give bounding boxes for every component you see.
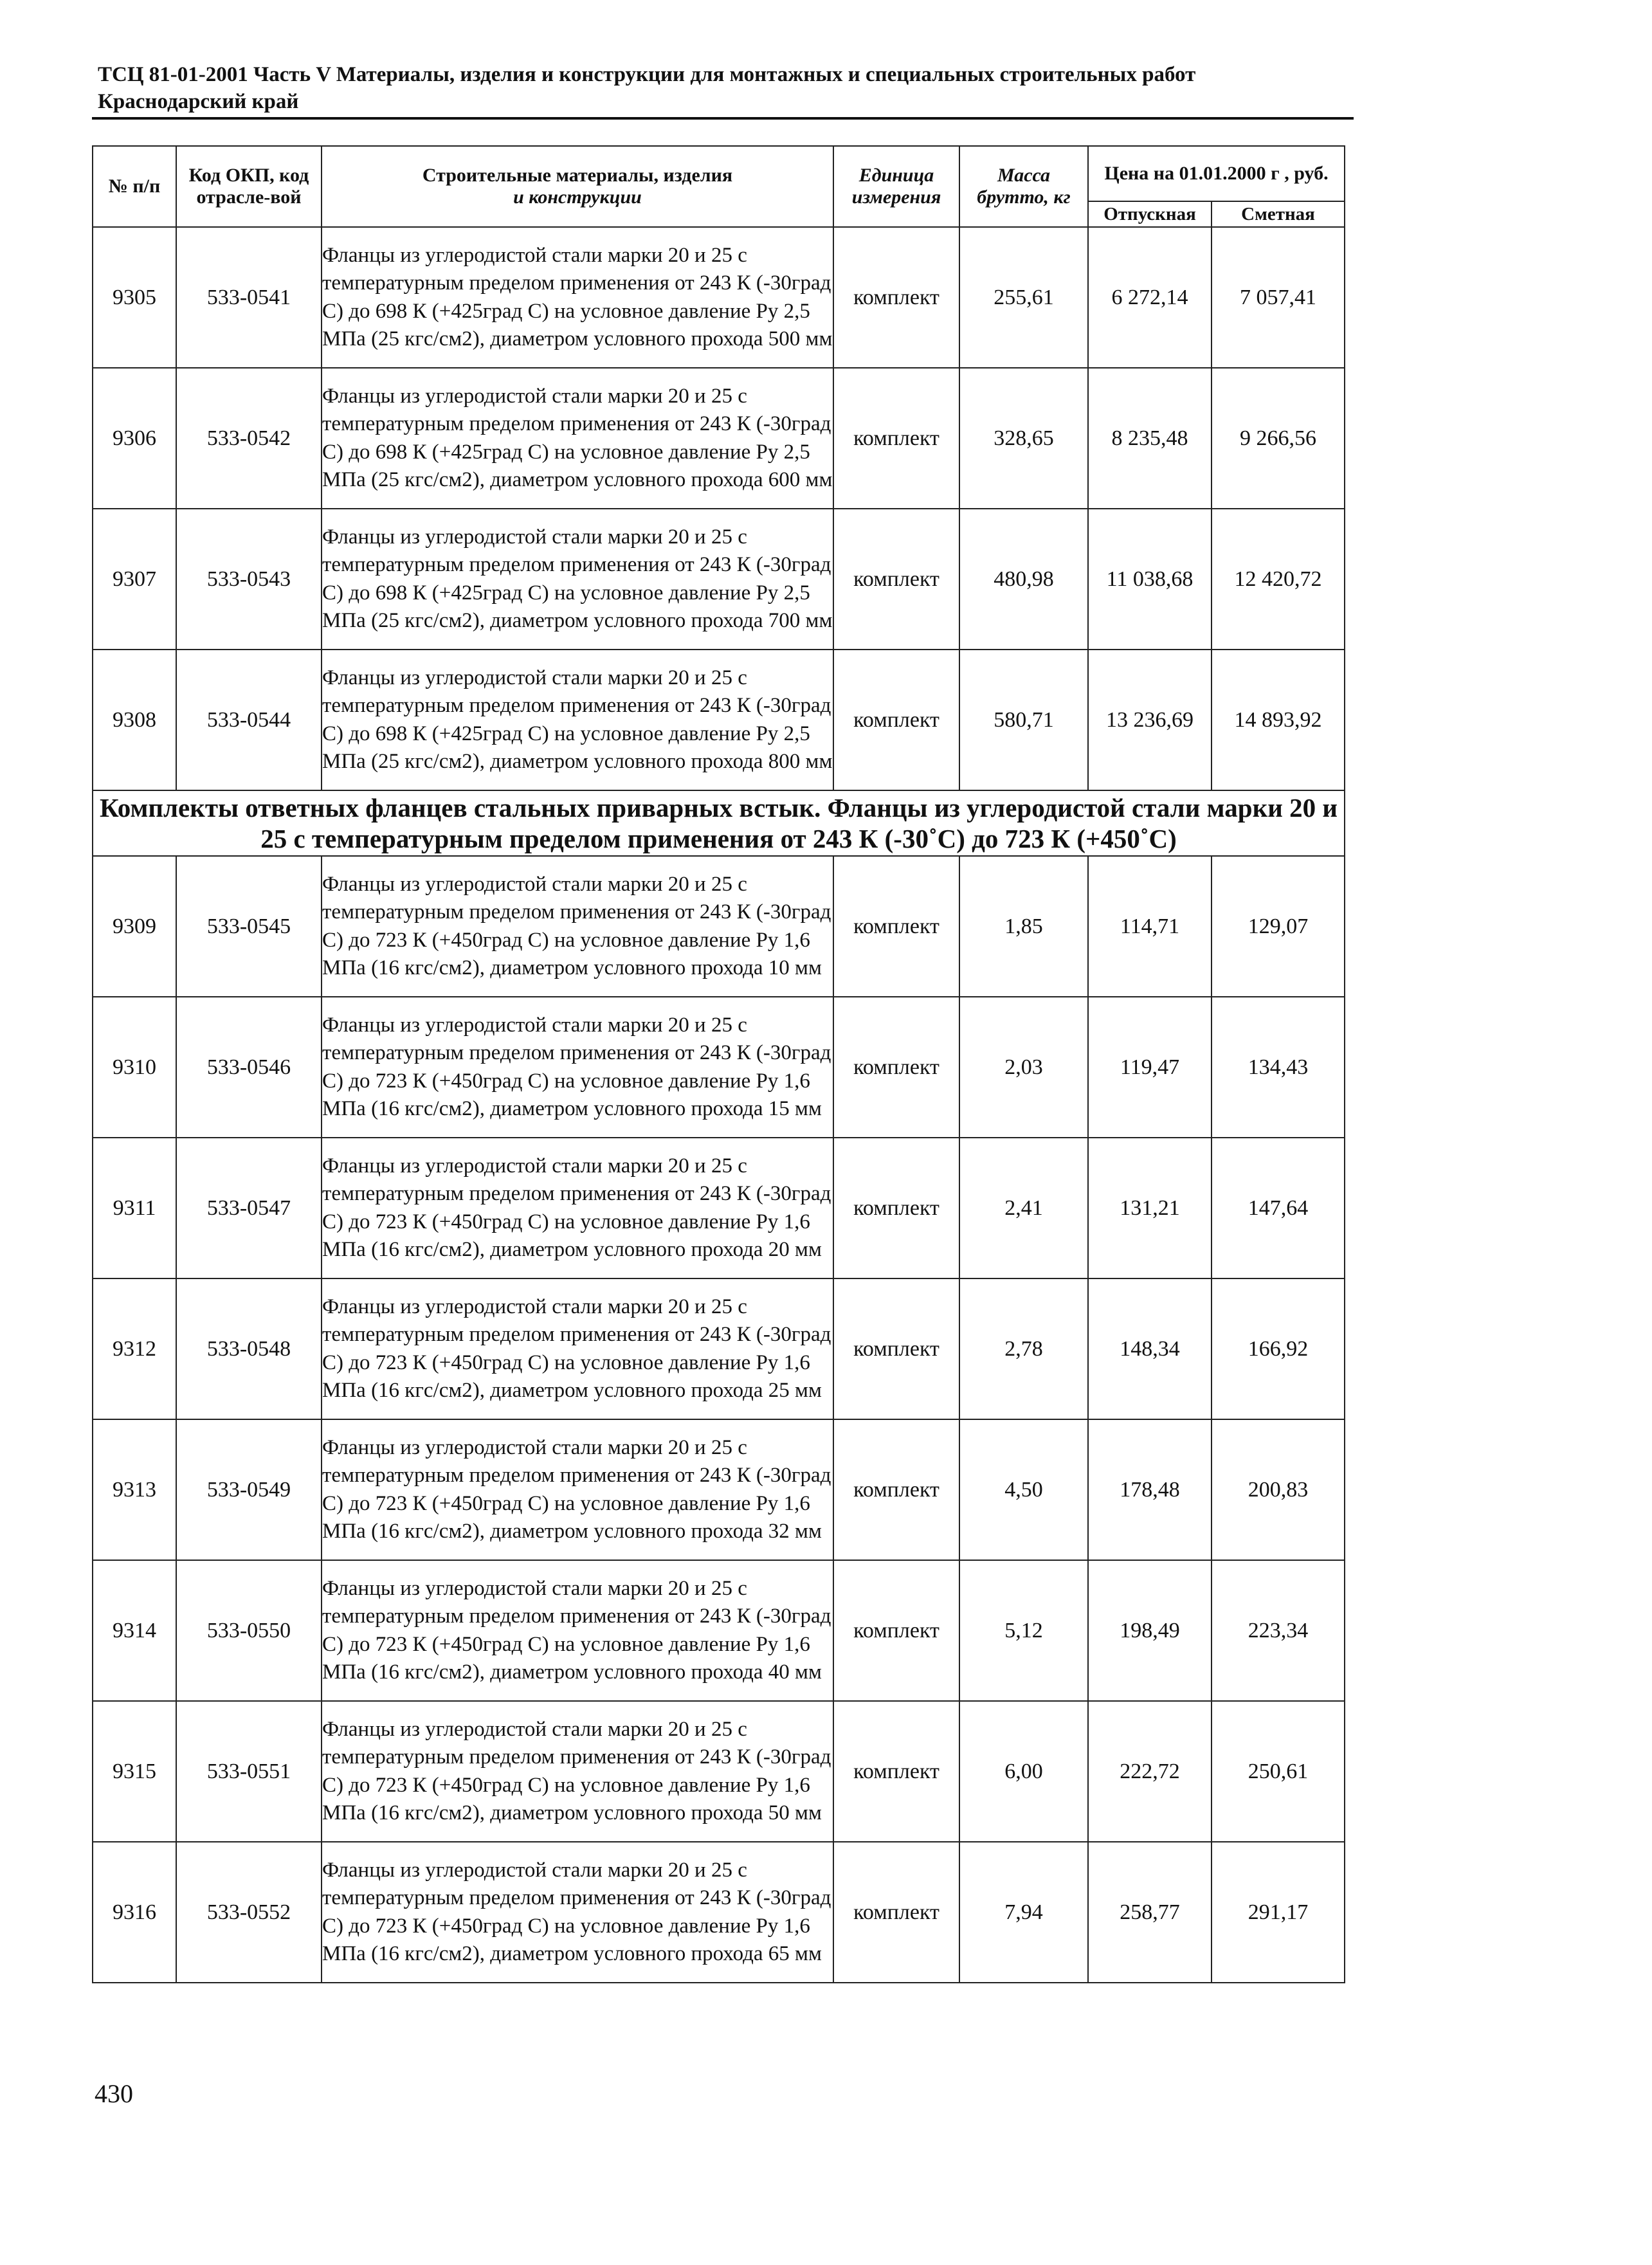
gross-mass: 328,65 [959,368,1088,509]
region-label: Краснодарский край [98,90,299,113]
table-section [93,790,1345,856]
estimate-price: 14 893,92 [1212,650,1345,790]
material-description: Фланцы из углеродистой стали марки 20 и 25 с температурным пределом применения от 243 К (-30град С) до 698 К (+425град С) на условное давление Ру 2,5 МПа (25 кгс/см2), диаметром условного прохода 700 мм [322,509,833,650]
table-row [93,856,1345,997]
estimate-price: 147,64 [1212,1138,1345,1278]
release-price: 6 272,14 [1088,227,1212,368]
table-row [93,368,1345,509]
material-description: Фланцы из углеродистой стали марки 20 и 25 с температурным пределом применения от 243 К (-30град С) до 723 К (+450град С) на условное давление Ру 1,6 МПа (16 кгс/см2), диаметром условного прохода 20 мм [322,1138,833,1278]
material-description: Фланцы из углеродистой стали марки 20 и 25 с температурным пределом применения от 243 К (-30град С) до 723 К (+450град С) на условное давление Ру 1,6 МПа (16 кгс/см2), диаметром условного прохода 32 мм [322,1419,833,1560]
row-number: 9305 [93,227,176,368]
estimate-price: 291,17 [1212,1842,1345,1983]
gross-mass: 255,61 [959,227,1088,368]
unit-of-measure: комплект [833,1560,959,1701]
material-description: Фланцы из углеродистой стали марки 20 и 25 с температурным пределом применения от 243 К (-30град С) до 698 К (+425град С) на условное давление Ру 2,5 МПа (25 кгс/см2), диаметром условного прохода 500 мм [322,227,833,368]
column-header-unit: Единица измерения [833,146,959,227]
column-header-code: Код ОКП, код отрасле-вой [176,146,322,227]
row-number: 9306 [93,368,176,509]
estimate-price: 200,83 [1212,1419,1345,1560]
okp-code: 533-0550 [176,1560,322,1701]
section-title: Комплекты ответных фланцев стальных приварных встык. Фланцы из углеродистой стали марки 20 и 25 с температурным пределом применения от 243 К (-30˚С) до 723 К (+450˚С) [93,790,1345,856]
unit-of-measure: комплект [833,227,959,368]
release-price: 11 038,68 [1088,509,1212,650]
row-number: 9315 [93,1701,176,1842]
material-description: Фланцы из углеродистой стали марки 20 и 25 с температурным пределом применения от 243 К (-30град С) до 723 К (+450град С) на условное давление Ру 1,6 МПа (16 кгс/см2), диаметром условного прохода 25 мм [322,1278,833,1419]
unit-of-measure: комплект [833,856,959,997]
gross-mass: 6,00 [959,1701,1088,1842]
column-header-price-estimate: Сметная [1212,201,1345,227]
gross-mass: 1,85 [959,856,1088,997]
row-number: 9316 [93,1842,176,1983]
estimate-price: 134,43 [1212,997,1345,1138]
release-price: 198,49 [1088,1560,1212,1701]
material-description: Фланцы из углеродистой стали марки 20 и 25 с температурным пределом применения от 243 К (-30град С) до 723 К (+450град С) на условное давление Ру 1,6 МПа (16 кгс/см2), диаметром условного прохода 40 мм [322,1560,833,1701]
table-row [93,1138,1345,1278]
column-header-price-group: Цена на 01.01.2000 г , руб. [1088,146,1345,201]
document-title: ТСЦ 81-01-2001 Часть V Материалы, изделия и конструкции для монтажных и специальных строительных работ [98,63,1196,86]
column-header-name-line1: Строительные материалы, изделия [422,165,733,186]
unit-of-measure: комплект [833,509,959,650]
table-row [93,1842,1345,1983]
release-price: 258,77 [1088,1842,1212,1983]
release-price: 222,72 [1088,1701,1212,1842]
unit-of-measure: комплект [833,1138,959,1278]
release-price: 8 235,48 [1088,368,1212,509]
okp-code: 533-0541 [176,227,322,368]
okp-code: 533-0546 [176,997,322,1138]
okp-code: 533-0542 [176,368,322,509]
estimate-price: 166,92 [1212,1278,1345,1419]
material-description: Фланцы из углеродистой стали марки 20 и 25 с температурным пределом применения от 243 К (-30град С) до 698 К (+425град С) на условное давление Ру 2,5 МПа (25 кгс/см2), диаметром условного прохода 800 мм [322,650,833,790]
row-number: 9310 [93,997,176,1138]
column-header-price-release: Отпускная [1088,201,1212,227]
section-row [93,790,1345,856]
row-number: 9309 [93,856,176,997]
column-header-number: № п/п [93,146,176,227]
material-description: Фланцы из углеродистой стали марки 20 и 25 с температурным пределом применения от 243 К (-30град С) до 723 К (+450град С) на условное давление Ру 1,6 МПа (16 кгс/см2), диаметром условного прохода 65 мм [322,1842,833,1983]
table-row [93,509,1345,650]
unit-of-measure: комплект [833,1419,959,1560]
table-row [93,1701,1345,1842]
estimate-price: 7 057,41 [1212,227,1345,368]
estimate-price: 129,07 [1212,856,1345,997]
okp-code: 533-0543 [176,509,322,650]
table-row [93,1278,1345,1419]
gross-mass: 2,41 [959,1138,1088,1278]
release-price: 119,47 [1088,997,1212,1138]
estimate-price: 9 266,56 [1212,368,1345,509]
material-description: Фланцы из углеродистой стали марки 20 и 25 с температурным пределом применения от 243 К (-30град С) до 723 К (+450град С) на условное давление Ру 1,6 МПа (16 кгс/см2), диаметром условного прохода 15 мм [322,997,833,1138]
unit-of-measure: комплект [833,1278,959,1419]
release-price: 131,21 [1088,1138,1212,1278]
unit-of-measure: комплект [833,1842,959,1983]
material-description: Фланцы из углеродистой стали марки 20 и 25 с температурным пределом применения от 243 К (-30град С) до 698 К (+425град С) на условное давление Ру 2,5 МПа (25 кгс/см2), диаметром условного прохода 600 мм [322,368,833,509]
okp-code: 533-0548 [176,1278,322,1419]
row-number: 9311 [93,1138,176,1278]
table-row [93,227,1345,368]
table-body-part-a [93,227,1345,790]
material-description: Фланцы из углеродистой стали марки 20 и 25 с температурным пределом применения от 243 К (-30град С) до 723 К (+450град С) на условное давление Ру 1,6 МПа (16 кгс/см2), диаметром условного прохода 50 мм [322,1701,833,1842]
page-header [98,61,1352,115]
release-price: 178,48 [1088,1419,1212,1560]
unit-of-measure: комплект [833,368,959,509]
release-price: 148,34 [1088,1278,1212,1419]
estimate-price: 12 420,72 [1212,509,1345,650]
row-number: 9312 [93,1278,176,1419]
row-number: 9313 [93,1419,176,1560]
table-row [93,650,1345,790]
release-price: 114,71 [1088,856,1212,997]
material-description: Фланцы из углеродистой стали марки 20 и 25 с температурным пределом применения от 243 К (-30град С) до 723 К (+450град С) на условное давление Ру 1,6 МПа (16 кгс/см2), диаметром условного прохода 10 мм [322,856,833,997]
unit-of-measure: комплект [833,1701,959,1842]
okp-code: 533-0544 [176,650,322,790]
unit-of-measure: комплект [833,997,959,1138]
row-number: 9314 [93,1560,176,1701]
price-table [92,145,1345,1983]
estimate-price: 223,34 [1212,1560,1345,1701]
column-header-name [322,146,833,227]
header-rule [92,117,1354,120]
page-number: 430 [95,2079,133,2108]
gross-mass: 5,12 [959,1560,1088,1701]
column-header-name-line2: и конструкции [513,186,642,208]
column-header-mass: Масса брутто, кг [959,146,1088,227]
table-row [93,997,1345,1138]
gross-mass: 2,03 [959,997,1088,1138]
estimate-price: 250,61 [1212,1701,1345,1842]
okp-code: 533-0551 [176,1701,322,1842]
unit-of-measure: комплект [833,650,959,790]
okp-code: 533-0549 [176,1419,322,1560]
gross-mass: 480,98 [959,509,1088,650]
gross-mass: 580,71 [959,650,1088,790]
table-row [93,1419,1345,1560]
table-row [93,1560,1345,1701]
okp-code: 533-0552 [176,1842,322,1983]
release-price: 13 236,69 [1088,650,1212,790]
gross-mass: 2,78 [959,1278,1088,1419]
table-body-part-b [93,856,1345,1983]
row-number: 9307 [93,509,176,650]
gross-mass: 4,50 [959,1419,1088,1560]
row-number: 9308 [93,650,176,790]
okp-code: 533-0545 [176,856,322,997]
okp-code: 533-0547 [176,1138,322,1278]
gross-mass: 7,94 [959,1842,1088,1983]
